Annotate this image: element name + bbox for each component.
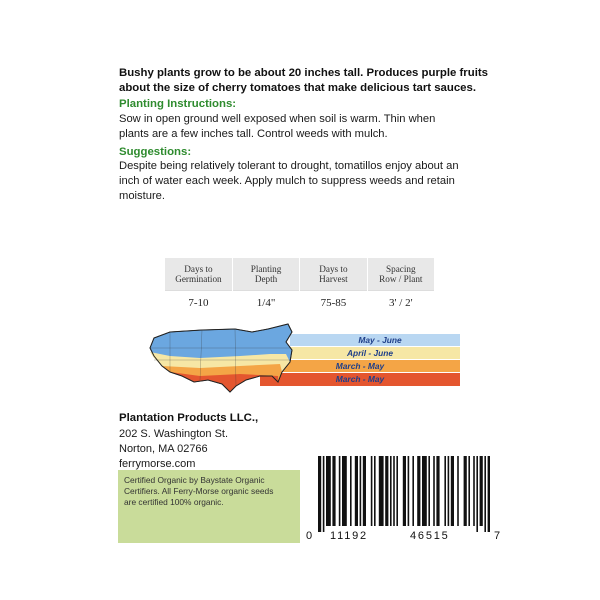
barcode-bar [393,456,395,526]
description-line: Bushy plants grow to be about 20 inches tall. Produces purple fruits [119,67,488,79]
barcode-bar [468,456,470,526]
zone-label-3: March - May [335,361,385,371]
barcode-lead-digit: 0 [306,530,314,542]
growing-info-table [165,258,435,315]
certification-text [124,475,294,508]
barcode-bar [484,456,486,532]
barcode-bar [412,456,414,526]
barcode-bar [403,456,406,526]
barcode-bar [476,456,478,532]
certification-line: Certified Organic by Baystate Organic [124,475,265,485]
barcode-bar [339,456,341,526]
barcode-bar [457,456,459,526]
barcode-bar [374,456,376,526]
barcode-bar [323,456,325,532]
barcode-bar [390,456,392,526]
company-address [119,427,228,472]
barcode-bar [371,456,373,526]
barcode-check-digit: 7 [494,530,502,542]
organic-certification-box [118,470,300,543]
planting-heading: Planting Instructions: [119,98,237,110]
barcode-right-digits: 46515 [410,530,450,542]
barcode-bar [451,456,454,526]
suggestions-heading: Suggestions: [119,146,192,158]
barcode-bar [326,456,331,526]
suggestions-line: Despite being relatively tolerant to drought, tomatillos enjoy about an [119,160,459,172]
zone-label-2: April - June [346,348,394,358]
upc-barcode [318,456,490,532]
barcode-bar [350,456,352,526]
barcode-bar [488,456,490,532]
barcode-bar [342,456,347,526]
barcode-bar [428,456,430,526]
description-line: about the size of cherry tomatoes that make delicious tart sauces. [119,82,477,94]
barcode-bar [448,456,450,526]
barcode-bar [379,456,384,526]
address-city: Norton, MA 02766 [119,443,208,455]
header-spacing: Spacing Row / Plant [367,258,434,291]
value-depth: 1/4" [232,291,299,316]
barcode-bar [422,456,427,526]
zone-label-4: March - May [335,374,385,384]
barcode-bar [444,456,446,526]
barcode-bar [417,456,420,526]
barcode-bar [363,456,366,526]
header-harvest: Days to Harvest [300,258,367,291]
barcode-bar [360,456,362,526]
barcode-bar [385,456,388,526]
barcode-bar [436,456,439,526]
barcode-bar [480,456,483,526]
planting-text [119,112,519,142]
website-text: ferrymorse.com [119,458,196,470]
header-depth: Planting Depth [232,258,299,291]
certification-line: Certifiers. All Ferry-Morse organic seeds [124,486,274,496]
barcode-bar [408,456,410,526]
address-street: 202 S. Washington St. [119,428,229,440]
barcode-bar [318,456,321,532]
barcode-bar [473,456,475,526]
value-germination: 7-10 [165,291,232,316]
planting-line: Sow in open ground well exposed when soil is warm. Thin when [119,113,436,125]
planting-line: plants are a few inches tall. Control weeds with mulch. [119,128,388,140]
suggestions-line: moisture. [119,190,166,202]
barcode-bar [396,456,398,526]
zone-label-1: May - June [358,335,402,345]
barcode-bar [355,456,358,526]
barcode-left-digits: 11192 [330,530,368,542]
barcode-bar [433,456,435,526]
suggestions-text [119,159,519,204]
suggestions-line: inch of water each week. Apply mulch to suppress weeds and retain [119,175,455,187]
plant-description [119,66,519,96]
table-header-row [165,258,435,291]
certification-line: are certified 100% organic. [124,497,224,507]
value-spacing: 3' / 2' [367,291,434,316]
header-germination: Days to Germination [165,258,232,291]
barcode-bar [332,456,335,526]
table-value-row [165,291,435,316]
value-harvest: 75-85 [300,291,367,316]
barcode-bar [464,456,467,526]
company-name: Plantation Products LLC., [119,412,259,424]
